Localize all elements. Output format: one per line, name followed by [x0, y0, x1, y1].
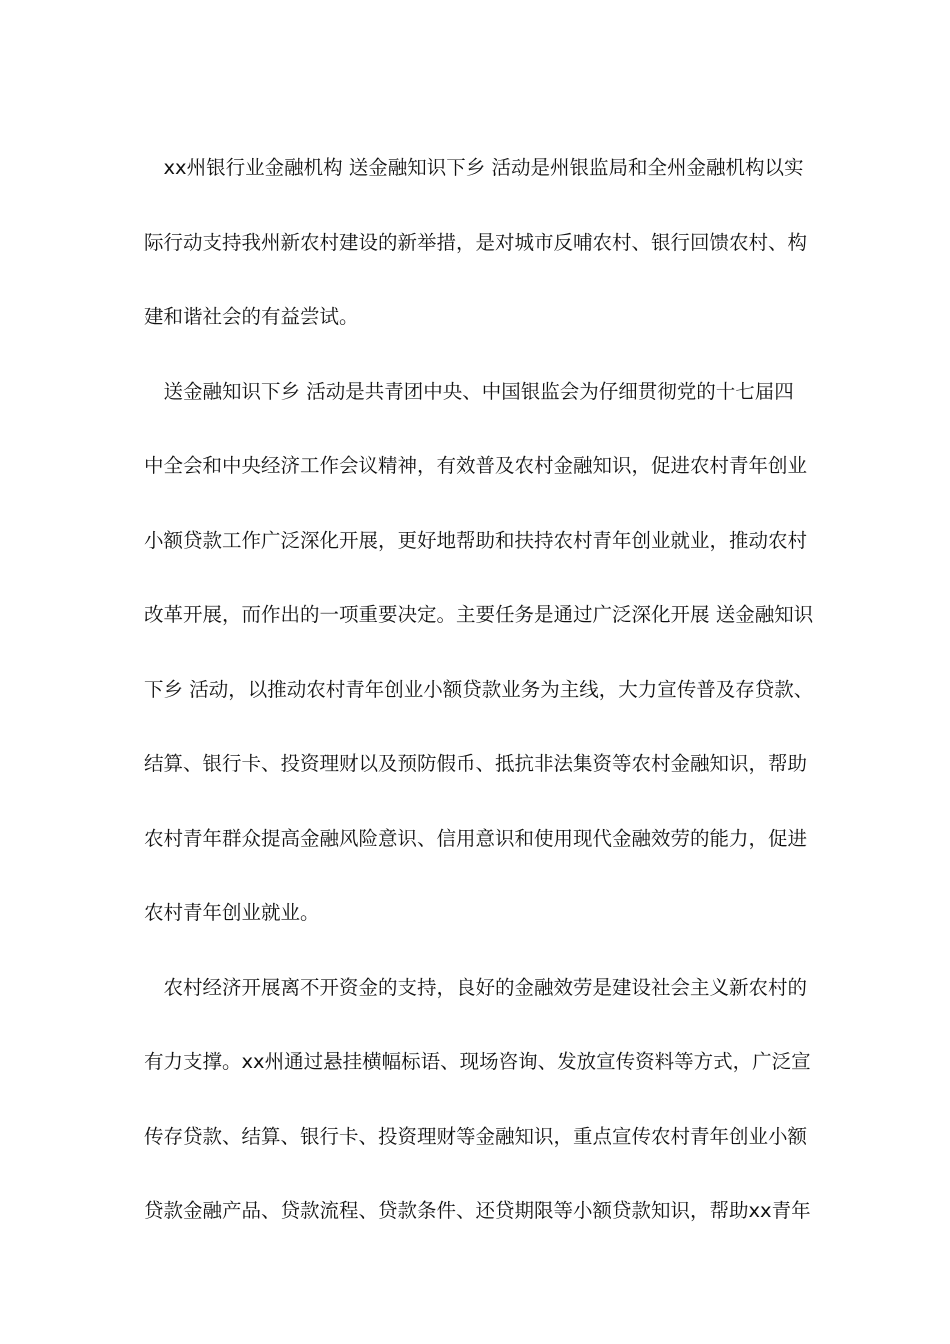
- text-line: 农村经济开展离不开资金的支持，良好的金融效劳是建设社会主义新农村的: [144, 975, 808, 999]
- text-line: 有力支撑。xx州通过悬挂横幅标语、现场咨询、发放宣传资料等方式，广泛宣: [144, 1050, 811, 1073]
- paragraph-1: [144, 131, 806, 355]
- text-line: xx州银行业金融机构 送金融知识下乡 活动是州银监局和全州金融机构以实: [144, 156, 804, 179]
- document-body: [144, 131, 814, 1249]
- text-line: 送金融知识下乡 活动是共青团中央、中国银监会为仔细贯彻党的十七届四: [144, 379, 794, 403]
- text-line: 中全会和中央经济工作会议精神，有效普及农村金融知识，促进农村青年创业: [144, 454, 808, 477]
- paragraph-3: [144, 951, 811, 1249]
- text-line: 农村青年创业就业。: [144, 901, 320, 924]
- text-line: 际行动支持我州新农村建设的新举措，是对城市反哺农村、银行回馈农村、构: [144, 230, 808, 254]
- text-line: 改革开展，而作出的一项重要决定。主要任务是通过广泛深化开展 送金融知识: [144, 603, 814, 626]
- text-line: 农村青年群众提高金融风险意识、信用意识和使用现代金融效劳的能力，促进: [144, 826, 808, 850]
- text-line: 结算、银行卡、投资理财以及预防假币、抵抗非法集资等农村金融知识，帮助: [144, 752, 808, 775]
- text-line: 下乡 活动，以推动农村青年创业小额贷款业务为主线，大力宣传普及存贷款、: [144, 677, 814, 701]
- text-line: 建和谐社会的有益尝试。: [144, 305, 359, 328]
- text-line: 传存贷款、结算、银行卡、投资理财等金融知识，重点宣传农村青年创业小额: [144, 1124, 808, 1148]
- text-line: 小额贷款工作广泛深化开展，更好地帮助和扶持农村青年创业就业，推动农村: [144, 528, 808, 552]
- paragraph-2: [144, 355, 814, 951]
- text-line: 贷款金融产品、贷款流程、贷款条件、还贷期限等小额贷款知识，帮助xx青年: [144, 1199, 811, 1222]
